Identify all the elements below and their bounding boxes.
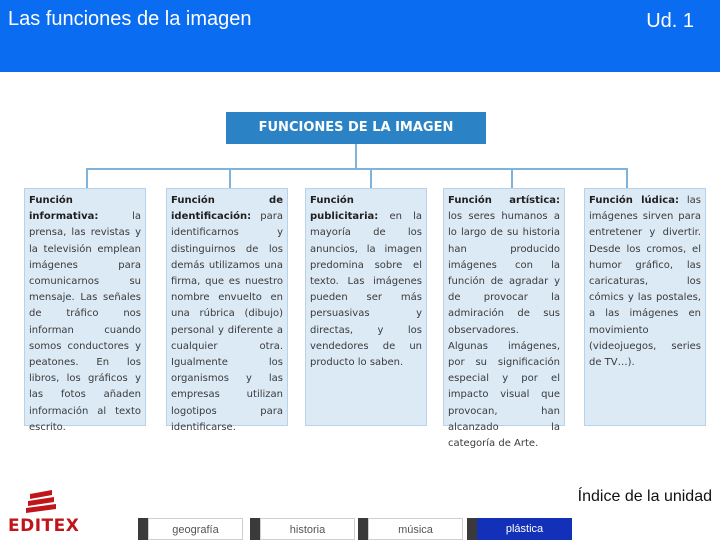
header-bar — [0, 0, 720, 72]
box-body: la prensa, las revistas y la televisión emplean imágenes para comunicarnos su mensaje. Las señales de tráfico nos informan cuando somos conductores y peatones. En los libros, los gráficos y las fotos añaden información al texto escrito. — [29, 211, 141, 433]
box-body: los seres humanos a lo largo de su historia han producido imágenes con la función de agradar y de provocar la admiración de sus observadores. Algunas imágenes, por su significación especial y por el impacto visual que provocan, han alcanzado la categoría de Arte. — [448, 211, 560, 450]
box-ludica — [584, 188, 706, 426]
connector-horizontal — [86, 168, 628, 170]
box-text — [171, 193, 283, 436]
connector-drop-4 — [511, 168, 513, 188]
box-text — [448, 193, 560, 452]
nav-shadow — [138, 518, 148, 540]
nav-geografia-button[interactable]: geografía — [148, 518, 243, 540]
connector-drop-3 — [370, 168, 372, 188]
page-title: Las funciones de la imagen — [8, 8, 252, 30]
unit-label: Ud. 1 — [646, 10, 694, 32]
nav-plastica-button[interactable]: plástica — [477, 518, 572, 540]
box-text — [589, 193, 701, 371]
box-body: para identificarnos y distinguirnos de los demás utilizamos una firma, que es nuestro nombre envuelto en una rúbrica (dibujo) personal y diferente a cualquier otra. Igualmente los organismos y las empresas utilizan logotipos para identificarse. — [171, 211, 283, 433]
editex-logo-text: EDITEX — [8, 516, 80, 536]
box-informativa — [24, 188, 146, 433]
nav-shadow — [358, 518, 368, 540]
connector-drop-2 — [229, 168, 231, 188]
box-heading: Función artística: — [448, 195, 560, 206]
box-heading: Función informativa: — [29, 195, 99, 223]
box-body: en la mayoría de los anuncios, la imagen predomina sobre el texto. Las imágenes pueden ser más persuasivas y directas, y los vendedores de un producto lo saben. — [310, 211, 422, 369]
nav-musica-button[interactable]: música — [368, 518, 463, 540]
nav-shadow — [250, 518, 260, 540]
nav-historia-button[interactable]: historia — [260, 518, 355, 540]
box-heading: Función publicitaria: — [310, 195, 379, 223]
box-heading: Función lúdica: — [589, 195, 679, 206]
box-heading: Función de identificación: — [171, 195, 283, 223]
unit-index-link[interactable]: Índice de la unidad — [577, 488, 712, 505]
box-text — [310, 193, 422, 371]
connector-drop-1 — [86, 168, 88, 188]
box-publicitaria — [305, 188, 427, 426]
box-text — [29, 193, 141, 436]
box-identificacion — [166, 188, 288, 433]
box-artistica — [443, 188, 565, 450]
connector-vertical-main — [355, 144, 357, 169]
box-body: las imágenes sirven para entretener y divertir. Desde los cromos, el humor gráfico, las caricaturas, los cómics y las postales, a las imágenes en movimiento (videojuegos, series de TV…). — [589, 195, 701, 369]
nav-shadow — [467, 518, 477, 540]
connector-drop-5 — [626, 168, 628, 188]
diagram-title: FUNCIONES DE LA IMAGEN — [226, 112, 486, 144]
